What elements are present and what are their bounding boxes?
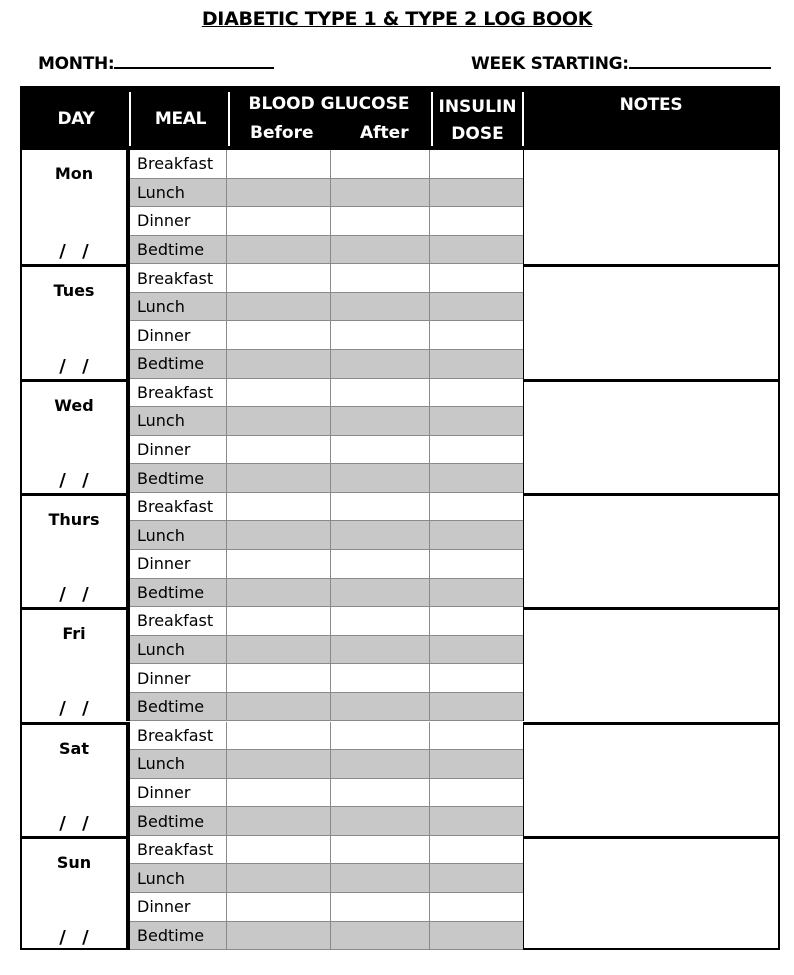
glucose-after-cell[interactable]	[331, 207, 430, 236]
insulin-dose-cell[interactable]	[430, 550, 523, 579]
meal-label: Dinner	[130, 436, 227, 465]
glucose-after-cell[interactable]	[331, 750, 430, 779]
table-row	[130, 922, 523, 951]
meal-label: Lunch	[130, 407, 227, 436]
meal-label: Dinner	[130, 550, 227, 579]
meal-label: Bedtime	[130, 464, 227, 493]
glucose-after-cell[interactable]	[331, 293, 430, 322]
day-name: Sun	[56, 852, 92, 872]
meal-label: Breakfast	[130, 379, 227, 408]
meal-label: Dinner	[130, 664, 227, 693]
table-row	[130, 207, 523, 236]
glucose-before-cell[interactable]	[227, 293, 331, 322]
insulin-dose-cell[interactable]	[430, 636, 523, 665]
day-block-thurs	[22, 493, 778, 607]
glucose-before-cell[interactable]	[227, 664, 331, 693]
meal-label: Lunch	[130, 750, 227, 779]
table-row	[130, 321, 523, 350]
glucose-after-cell[interactable]	[331, 379, 430, 408]
glucose-after-cell[interactable]	[331, 350, 430, 379]
insulin-dose-cell[interactable]	[430, 379, 523, 408]
table-row	[130, 150, 523, 179]
day-name: Sat	[59, 738, 89, 758]
day-cell	[22, 610, 130, 721]
glucose-before-cell[interactable]	[227, 321, 331, 350]
day-block-fri	[22, 607, 778, 721]
table-row	[130, 693, 523, 722]
log-table	[20, 86, 780, 950]
glucose-before-cell[interactable]	[227, 922, 331, 951]
insulin-dose-cell[interactable]	[430, 893, 523, 922]
insulin-dose-cell[interactable]	[430, 807, 523, 836]
meal-label: Lunch	[130, 636, 227, 665]
day-cell	[22, 839, 130, 950]
table-row	[130, 264, 523, 293]
meal-label: Dinner	[130, 893, 227, 922]
day-name: Tues	[53, 281, 95, 301]
insulin-dose-cell[interactable]	[430, 579, 523, 608]
month-label: MONTH:	[38, 54, 115, 74]
header-dose: DOSE	[451, 124, 504, 144]
table-row	[130, 864, 523, 893]
glucose-after-cell[interactable]	[331, 807, 430, 836]
day-cell	[22, 267, 130, 378]
glucose-before-cell[interactable]	[227, 464, 331, 493]
glucose-after-cell[interactable]	[331, 521, 430, 550]
glucose-after-cell[interactable]	[331, 436, 430, 465]
week-starting-field[interactable]	[471, 53, 771, 74]
glucose-before-cell[interactable]	[227, 636, 331, 665]
insulin-dose-cell[interactable]	[430, 693, 523, 722]
day-cell	[22, 725, 130, 836]
insulin-dose-cell[interactable]	[430, 150, 523, 179]
header-divider	[129, 92, 131, 146]
insulin-dose-cell[interactable]	[430, 607, 523, 636]
insulin-dose-cell[interactable]	[430, 836, 523, 865]
day-cell	[22, 496, 130, 607]
day-name: Thurs	[48, 509, 100, 529]
table-row	[130, 350, 523, 379]
date-field[interactable]: / /	[59, 355, 89, 377]
table-row	[130, 579, 523, 608]
glucose-after-cell[interactable]	[331, 664, 430, 693]
meal-label: Dinner	[130, 779, 227, 808]
notes-cell[interactable]	[523, 610, 778, 721]
table-row	[130, 464, 523, 493]
glucose-after-cell[interactable]	[331, 150, 430, 179]
date-field[interactable]: / /	[59, 698, 89, 720]
glucose-before-cell[interactable]	[227, 864, 331, 893]
insulin-dose-cell[interactable]	[430, 521, 523, 550]
glucose-after-cell[interactable]	[331, 864, 430, 893]
header-notes: NOTES	[619, 95, 683, 115]
meal-label: Bedtime	[130, 579, 227, 608]
table-row	[130, 893, 523, 922]
glucose-before-cell[interactable]	[227, 436, 331, 465]
glucose-before-cell[interactable]	[227, 264, 331, 293]
table-row	[130, 779, 523, 808]
meal-label: Bedtime	[130, 350, 227, 379]
notes-cell[interactable]	[523, 725, 778, 836]
table-row	[130, 293, 523, 322]
day-cell	[22, 382, 130, 493]
glucose-after-cell[interactable]	[331, 693, 430, 722]
insulin-dose-cell[interactable]	[430, 350, 523, 379]
table-row	[130, 493, 523, 522]
insulin-dose-cell[interactable]	[430, 750, 523, 779]
meal-label: Lunch	[130, 293, 227, 322]
glucose-before-cell[interactable]	[227, 693, 331, 722]
meal-label: Breakfast	[130, 150, 227, 179]
meal-label: Breakfast	[130, 836, 227, 865]
meal-label: Breakfast	[130, 722, 227, 751]
glucose-after-cell[interactable]	[331, 779, 430, 808]
meal-label: Bedtime	[130, 807, 227, 836]
insulin-dose-cell[interactable]	[430, 236, 523, 265]
meal-label: Bedtime	[130, 693, 227, 722]
notes-cell[interactable]	[523, 839, 778, 950]
insulin-dose-cell[interactable]	[430, 864, 523, 893]
date-field[interactable]: / /	[59, 927, 89, 949]
glucose-after-cell[interactable]	[331, 722, 430, 751]
day-cell	[22, 150, 130, 264]
meal-label: Breakfast	[130, 264, 227, 293]
header-after: After	[360, 123, 409, 143]
insulin-dose-cell[interactable]	[430, 293, 523, 322]
glucose-before-cell[interactable]	[227, 179, 331, 208]
table-row	[130, 664, 523, 693]
insulin-dose-cell[interactable]	[430, 464, 523, 493]
header-day: DAY	[57, 109, 95, 129]
table-row	[130, 607, 523, 636]
glucose-before-cell[interactable]	[227, 150, 331, 179]
glucose-before-cell[interactable]	[227, 236, 331, 265]
table-row	[130, 722, 523, 751]
table-row	[130, 807, 523, 836]
day-block-sun	[22, 836, 778, 950]
month-field[interactable]	[38, 53, 274, 74]
glucose-before-cell[interactable]	[227, 893, 331, 922]
meal-label: Breakfast	[130, 607, 227, 636]
week-starting-label: WEEK STARTING:	[471, 54, 629, 74]
glucose-before-cell[interactable]	[227, 350, 331, 379]
insulin-dose-cell[interactable]	[430, 779, 523, 808]
meal-label: Dinner	[130, 207, 227, 236]
page-title: DIABETIC TYPE 1 & TYPE 2 LOG BOOK	[201, 8, 593, 30]
glucose-after-cell[interactable]	[331, 264, 430, 293]
glucose-before-cell[interactable]	[227, 750, 331, 779]
glucose-after-cell[interactable]	[331, 636, 430, 665]
date-field[interactable]: / /	[59, 584, 89, 606]
glucose-after-cell[interactable]	[331, 464, 430, 493]
day-block-sat	[22, 722, 778, 836]
glucose-before-cell[interactable]	[227, 607, 331, 636]
table-row	[130, 436, 523, 465]
meal-label: Bedtime	[130, 236, 227, 265]
table-row	[130, 379, 523, 408]
glucose-after-cell[interactable]	[331, 179, 430, 208]
header-insulin-dose	[432, 94, 523, 148]
month-blank-line	[114, 53, 274, 69]
notes-cell[interactable]	[523, 150, 778, 264]
header-blood-glucose: BLOOD GLUCOSE	[248, 94, 410, 114]
day-block-tues	[22, 264, 778, 378]
header-before: Before	[250, 123, 314, 143]
glucose-after-cell[interactable]	[331, 493, 430, 522]
insulin-dose-cell[interactable]	[430, 321, 523, 350]
meal-label: Lunch	[130, 864, 227, 893]
table-header	[22, 88, 778, 150]
insulin-dose-cell[interactable]	[430, 664, 523, 693]
header-meal: MEAL	[154, 109, 207, 129]
table-row	[130, 836, 523, 865]
insulin-dose-cell[interactable]	[430, 436, 523, 465]
glucose-before-cell[interactable]	[227, 579, 331, 608]
glucose-after-cell[interactable]	[331, 321, 430, 350]
day-name: Wed	[54, 395, 94, 415]
glucose-after-cell[interactable]	[331, 550, 430, 579]
week-blank-line	[629, 53, 771, 69]
glucose-before-cell[interactable]	[227, 807, 331, 836]
table-row	[130, 636, 523, 665]
glucose-after-cell[interactable]	[331, 836, 430, 865]
glucose-before-cell[interactable]	[227, 550, 331, 579]
date-field[interactable]: / /	[59, 469, 89, 491]
date-field[interactable]: / /	[59, 241, 89, 263]
table-row	[130, 521, 523, 550]
glucose-before-cell[interactable]	[227, 379, 331, 408]
insulin-dose-cell[interactable]	[430, 493, 523, 522]
insulin-dose-cell[interactable]	[430, 264, 523, 293]
glucose-after-cell[interactable]	[331, 922, 430, 951]
notes-cell[interactable]	[523, 267, 778, 378]
notes-cell[interactable]	[523, 382, 778, 493]
glucose-before-cell[interactable]	[227, 779, 331, 808]
date-field[interactable]: / /	[59, 812, 89, 834]
insulin-dose-cell[interactable]	[430, 407, 523, 436]
insulin-dose-cell[interactable]	[430, 179, 523, 208]
header-insulin: INSULIN	[438, 97, 517, 117]
glucose-before-cell[interactable]	[227, 493, 331, 522]
table-row	[130, 179, 523, 208]
meal-label: Bedtime	[130, 922, 227, 951]
glucose-after-cell[interactable]	[331, 579, 430, 608]
day-block-mon	[22, 150, 778, 264]
glucose-before-cell[interactable]	[227, 722, 331, 751]
glucose-after-cell[interactable]	[331, 236, 430, 265]
day-name: Mon	[54, 164, 94, 183]
glucose-before-cell[interactable]	[227, 836, 331, 865]
table-row	[130, 750, 523, 779]
glucose-before-cell[interactable]	[227, 521, 331, 550]
day-name: Fri	[62, 624, 86, 644]
day-block-wed	[22, 379, 778, 493]
meal-label: Lunch	[130, 521, 227, 550]
meal-label: Lunch	[130, 179, 227, 208]
glucose-after-cell[interactable]	[331, 893, 430, 922]
glucose-before-cell[interactable]	[227, 207, 331, 236]
table-row	[130, 407, 523, 436]
table-row	[130, 236, 523, 265]
glucose-before-cell[interactable]	[227, 407, 331, 436]
notes-cell[interactable]	[523, 496, 778, 607]
table-row	[130, 550, 523, 579]
insulin-dose-cell[interactable]	[430, 722, 523, 751]
insulin-dose-cell[interactable]	[430, 922, 523, 951]
insulin-dose-cell[interactable]	[430, 207, 523, 236]
meal-label: Breakfast	[130, 493, 227, 522]
meal-label: Dinner	[130, 321, 227, 350]
glucose-after-cell[interactable]	[331, 407, 430, 436]
glucose-after-cell[interactable]	[331, 607, 430, 636]
